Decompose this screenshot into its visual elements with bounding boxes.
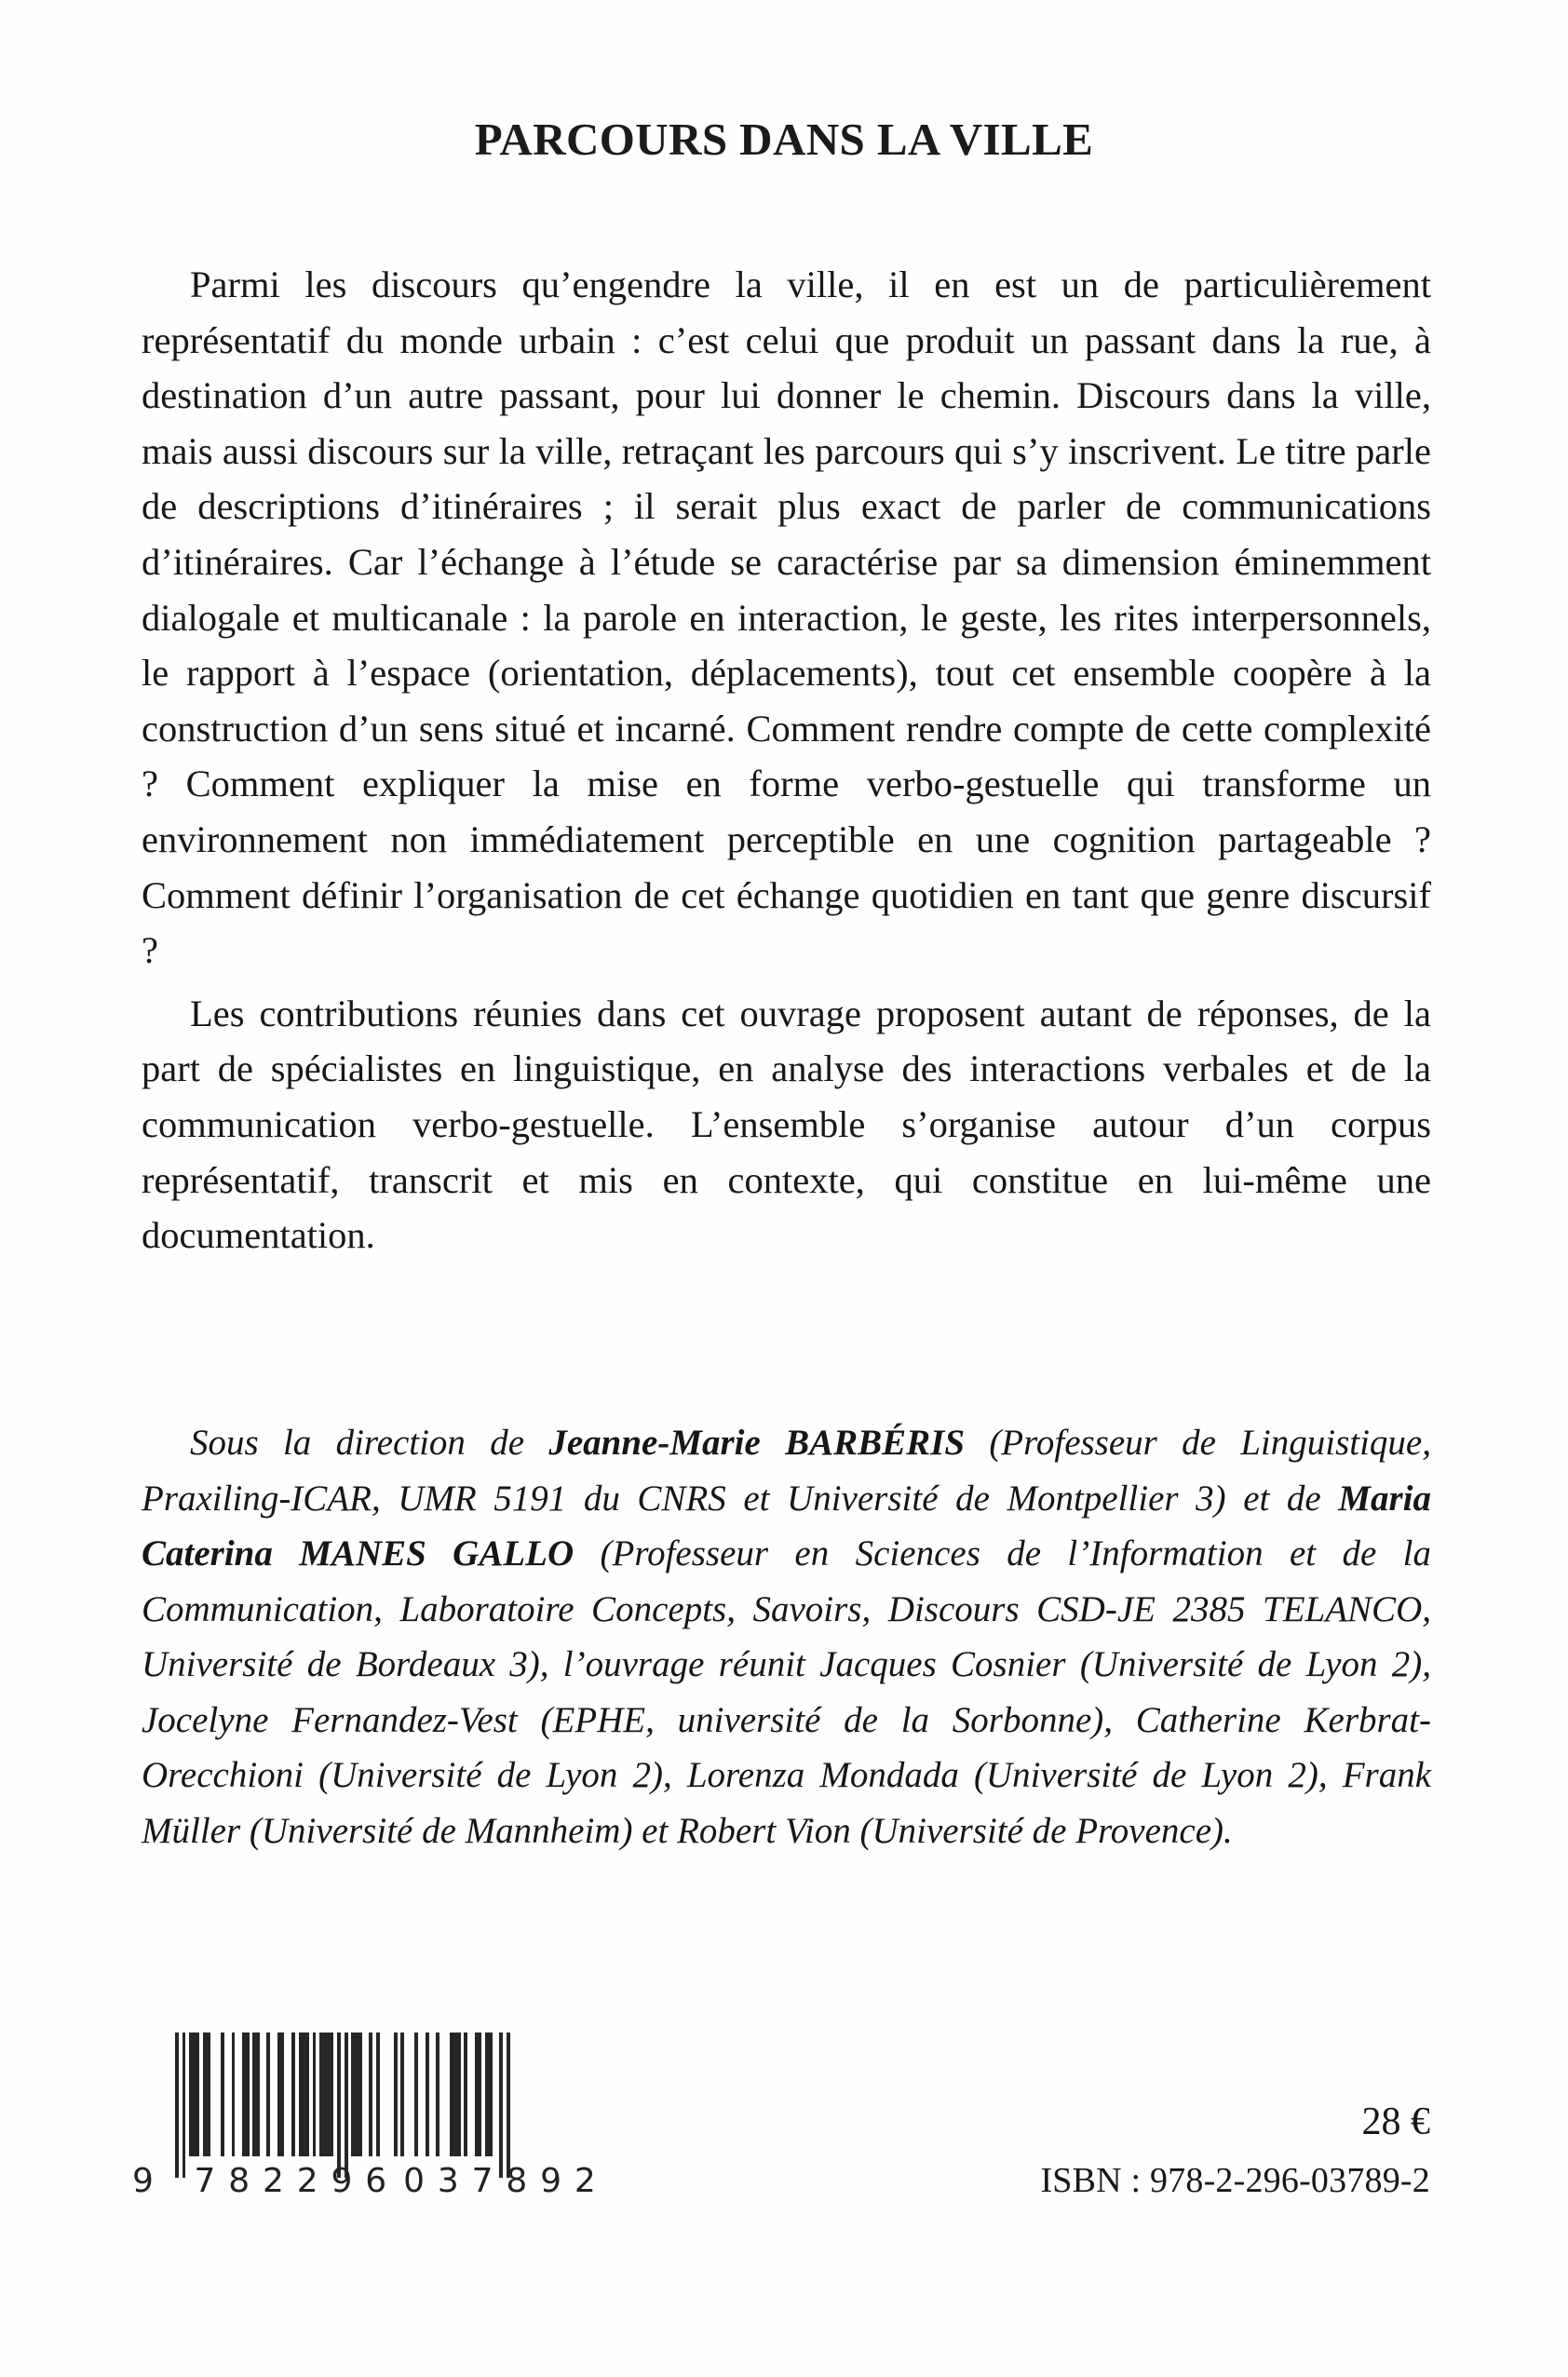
barcode-bar: [467, 2033, 475, 2156]
barcode-bar: [284, 2033, 291, 2156]
barcode-bar: [485, 2033, 493, 2156]
blurb-text-block: [142, 257, 1431, 1263]
barcode-bar: [493, 2033, 500, 2156]
credits-segment-2: (Professeur de Linguistique, Praxiling-ICAR, UMR 5191 du CNRS et Université de Montpellier 3) et de: [142, 1423, 1431, 1519]
editors-credits-block: [142, 1415, 1431, 1858]
editor-name-primary: Jeanne-Marie BARBÉRIS: [548, 1423, 966, 1463]
barcode-bar: [362, 2033, 370, 2156]
barcode-bar: [224, 2033, 232, 2156]
barcode-bar: [475, 2033, 482, 2156]
editor-name-secondary: Maria Caterina MANES GALLO: [142, 1478, 1431, 1573]
barcode-bars: [175, 2033, 510, 2156]
barcode-bar: [203, 2033, 210, 2156]
barcode-digit-groups: 7 8 2 2 9 6 0 3 7 8 9 2: [186, 2162, 597, 2200]
barcode-bar: [242, 2033, 250, 2156]
credits-segment-3: (Professeur en Sciences de l’Information et de la Communication, Laboratoire Concepts, Savoirs, Discours CSD-JE 2385 TELANCO, Université de Bordeaux 3), l’ouvrage réunit Jacques Cosnier (Université de Lyon 2), Jocelyne Fernandez-Vest (EPHE, université de la Sorbonne), Catherine Kerbrat-Orecchioni (Université de Lyon 2), Lorenza Mondada (Université de Lyon 2), Frank Müller (Université de Mannheim) et Robert Vion (Université de Provence).: [142, 1533, 1431, 1851]
barcode-bar: [507, 2033, 510, 2178]
barcode-bar: [351, 2033, 361, 2156]
barcode-bar: [450, 2033, 460, 2156]
barcode-bar: [252, 2033, 260, 2156]
barcode-bar: [418, 2033, 426, 2156]
page-title: PARCOURS DANS LA VILLE: [474, 113, 1094, 165]
blurb-paragraph-1: Parmi les discours qu’engendre la ville, il en est un de particulièrement représentatif du monde urbain : c’est celui que produit un passant dans la rue, à destination d’un autre passant, pour lui donner le chemin. Discours dans la ville, mais aussi discours sur la ville, retraçant les parcours qui s’y inscrivent. Le titre parle de descriptions d’itinéraires ; il serait plus exact de parler de communications d’itinéraires. Car l’échange à l’étude se caractérise par sa dimension éminemment dialogale et multicanale : la parole en interaction, le geste, les rites interpersonnels, le rapport à l’espace (orientation, déplacements), tout cet ensemble coopère à la construction d’un sens situé et incarné. Comment rendre compte de cette complexité ? Comment expliquer la mise en forme verbo-gestuelle qui transforme un environnement non immédiatement perceptible en une cognition partageable ? Comment définir l’organisation de cet échange quotidien en tant que genre discursif ?: [142, 263, 1431, 972]
barcode-bar: [235, 2033, 242, 2156]
blurb-paragraph-2: Les contributions réunies dans cet ouvrage proposent autant de réponses, de la part de spécialistes en linguistique, en analyse des interactions verbales et de la communication verbo-gestuelle. L’ensemble s’organise autour d’un corpus représentatif, transcrit et mis en contexte, qui constitue en lui-même une documentation.: [142, 992, 1431, 1257]
barcode-bar: [404, 2033, 414, 2156]
price-label: 28 €: [1361, 2100, 1430, 2143]
barcode-bar: [299, 2033, 309, 2156]
ean13-barcode: [132, 2033, 597, 2200]
barcode-bar: [270, 2033, 277, 2156]
barcode-bar: [260, 2033, 267, 2156]
barcode-bar: [439, 2033, 450, 2156]
barcode-bar: [210, 2033, 221, 2156]
barcode-bar: [277, 2033, 285, 2156]
isbn-label: ISBN : 978-2-296-03789-2: [1040, 2161, 1430, 2200]
barcode-lead-digit: 9: [132, 2162, 154, 2200]
credits-segment-1: Sous la direction de: [190, 1423, 549, 1463]
barcode-bar: [429, 2033, 437, 2156]
barcode-bar: [189, 2033, 199, 2156]
barcode-bar: [319, 2033, 333, 2156]
barcode-bar: [380, 2033, 394, 2156]
